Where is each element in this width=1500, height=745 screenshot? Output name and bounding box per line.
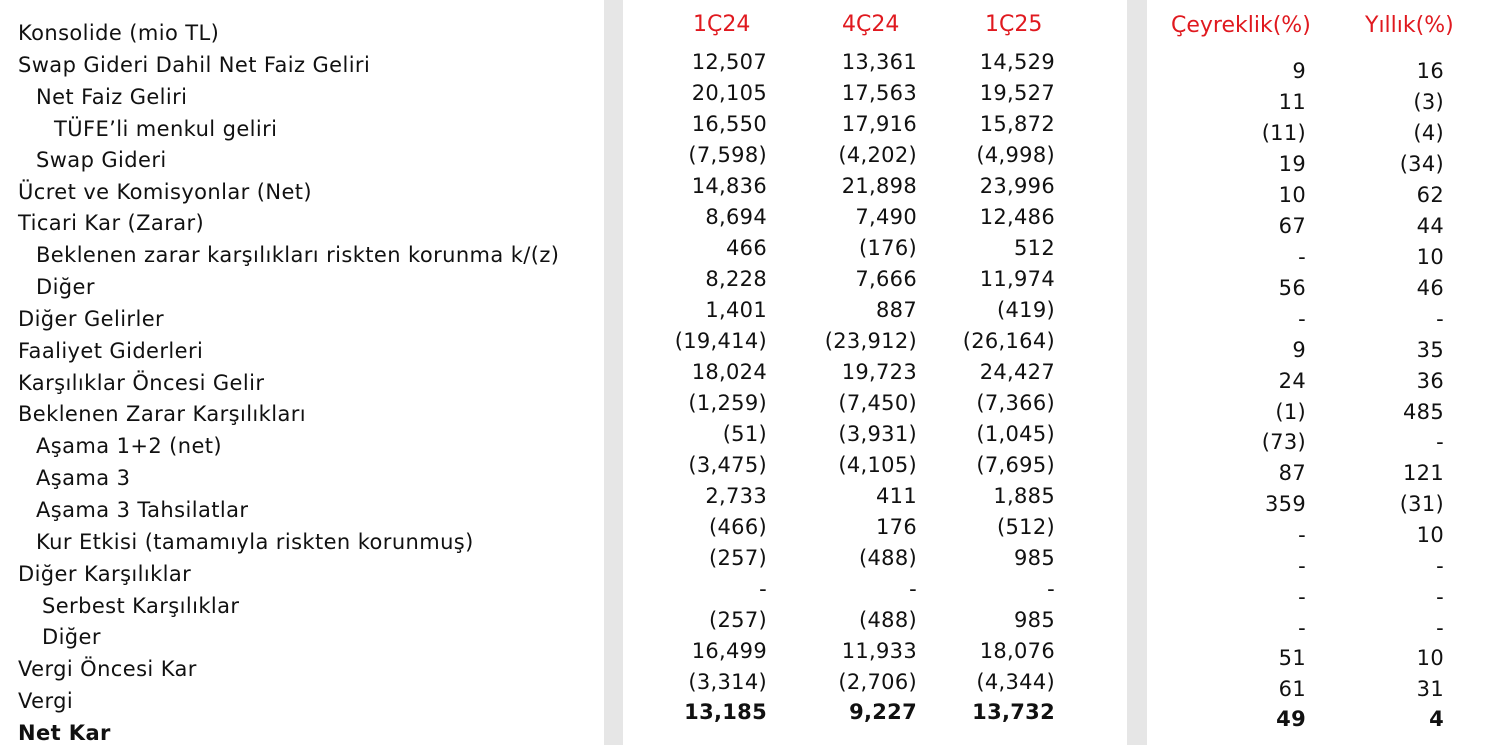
yearly-change: 10 [1416,646,1444,670]
value-1c25: 23,996 [979,174,1055,198]
row-label: Karşılıklar Öncesi Gelir [18,371,265,395]
value-4c24: 17,563 [841,81,917,105]
value-4c24: 7,490 [855,205,917,229]
quarterly-change: 10 [1278,183,1306,207]
yearly-change: 36 [1416,369,1444,393]
quarterly-change: - [1298,307,1306,331]
yearly-change: 4 [1429,707,1444,731]
value-1c24: 20,105 [691,81,767,105]
value-1c25: 12,486 [979,205,1055,229]
value-1c24: 12,507 [691,50,767,74]
row-label: Diğer Karşılıklar [18,562,192,586]
yearly-change: (3) [1413,90,1444,114]
value-1c24: 8,228 [705,267,767,291]
row-label: Diğer [36,275,95,299]
value-4c24: (3,931) [838,422,917,446]
quarterly-change: - [1298,554,1306,578]
quarterly-change: - [1298,523,1306,547]
value-1c24: (257) [709,546,767,570]
yearly-change: 35 [1416,338,1444,362]
value-1c25: 985 [1014,546,1055,570]
value-4c24: 411 [876,484,917,508]
quarterly-change: (1) [1275,400,1306,424]
row-label: Beklenen Zarar Karşılıkları [18,402,307,426]
value-4c24: (4,202) [838,143,917,167]
quarterly-change: - [1298,245,1306,269]
row-label: Kur Etkisi (tamamıyla riskten korunmuş) [36,530,474,554]
row-label: Swap Gideri [36,148,167,172]
period-header-3: 1Ç25 [985,12,1043,37]
row-label: Faaliyet Giderleri [18,339,204,363]
value-1c24: 16,550 [691,112,767,136]
value-4c24: 13,361 [841,50,917,74]
value-1c24: 13,185 [684,700,767,724]
value-1c25: (4,998) [976,143,1055,167]
value-1c24: 1,401 [705,298,767,322]
value-1c24: 16,499 [691,639,767,663]
yearly-change: 16 [1416,59,1444,83]
row-label: Net Faiz Geliri [36,85,188,109]
value-1c24: (466) [709,515,767,539]
yearly-change: 31 [1416,677,1444,701]
yearly-change: (34) [1399,152,1444,176]
quarterly-change: 49 [1276,707,1306,731]
quarterly-change: 19 [1278,152,1306,176]
value-1c25: (512) [997,515,1055,539]
value-4c24: (488) [859,546,917,570]
yearly-change: 46 [1416,276,1444,300]
value-4c24: 17,916 [841,112,917,136]
value-4c24: (2,706) [838,670,917,694]
quarterly-change-header: Çeyreklik(%) [1171,13,1311,38]
row-label: Swap Gideri Dahil Net Faiz Geliri [18,53,371,77]
value-1c24: (51) [722,422,767,446]
row-label: Vergi Öncesi Kar [18,657,197,681]
row-label: TÜFE’li menkul geliri [54,117,278,141]
value-1c25: 24,427 [979,360,1055,384]
quarterly-change: 9 [1292,338,1306,362]
value-1c25: 11,974 [979,267,1055,291]
quarterly-change: 61 [1278,677,1306,701]
value-4c24: 176 [876,515,917,539]
value-1c24: (3,475) [688,453,767,477]
value-4c24: 7,666 [855,267,917,291]
value-1c24: (257) [709,608,767,632]
value-1c25: 13,732 [972,700,1055,724]
yearly-change: (31) [1399,492,1444,516]
value-1c25: 1,885 [993,484,1055,508]
yearly-change: - [1436,616,1444,640]
value-4c24: (4,105) [838,453,917,477]
yearly-change: 62 [1416,183,1444,207]
row-label: Net Kar [18,721,111,745]
quarterly-change: 87 [1278,461,1306,485]
value-1c24: 8,694 [705,205,767,229]
yearly-change: 10 [1416,523,1444,547]
row-label: Serbest Karşılıklar [42,594,240,618]
quarterly-change: 56 [1278,276,1306,300]
quarterly-change: 359 [1265,492,1306,516]
value-1c25: 14,529 [979,50,1055,74]
value-1c25: (1,045) [976,422,1055,446]
value-1c24: (7,598) [688,143,767,167]
quarterly-change: - [1298,616,1306,640]
yearly-change: (4) [1413,121,1444,145]
row-label: Vergi [18,689,74,713]
yearly-change-header: Yıllık(%) [1365,13,1454,38]
value-4c24: 9,227 [849,700,917,724]
value-1c25: - [1047,577,1055,601]
quarterly-change: 9 [1292,59,1306,83]
quarterly-change: 67 [1278,214,1306,238]
yearly-change: - [1436,554,1444,578]
row-label: Diğer Gelirler [18,307,165,331]
quarterly-change: - [1298,585,1306,609]
value-1c24: - [759,577,767,601]
value-4c24: (23,912) [824,329,917,353]
quarterly-change: 24 [1278,369,1306,393]
value-4c24: 887 [876,298,917,322]
value-1c25: 512 [1014,236,1055,260]
quarterly-change: (73) [1261,430,1306,454]
yearly-change: - [1436,307,1444,331]
yearly-change: - [1436,430,1444,454]
value-4c24: 11,933 [841,639,917,663]
row-label: Aşama 3 [36,466,131,490]
yearly-change: - [1436,585,1444,609]
value-4c24: (7,450) [838,391,917,415]
table-title: Konsolide (mio TL) [18,21,220,45]
yearly-change: 121 [1403,461,1444,485]
value-1c24: 18,024 [691,360,767,384]
yearly-change: 485 [1403,400,1444,424]
row-label: Ücret ve Komisyonlar (Net) [18,180,312,204]
period-header-1: 1Ç24 [693,12,751,37]
value-4c24: (176) [859,236,917,260]
value-1c24: 2,733 [705,484,767,508]
value-1c25: 18,076 [979,639,1055,663]
value-4c24: 19,723 [841,360,917,384]
value-1c24: 14,836 [691,174,767,198]
period-header-2: 4Ç24 [842,12,900,37]
yearly-change: 10 [1416,245,1444,269]
value-1c25: 985 [1014,608,1055,632]
quarterly-change: 11 [1278,90,1306,114]
yearly-change: 44 [1416,214,1444,238]
value-1c25: (4,344) [976,670,1055,694]
value-1c24: (1,259) [688,391,767,415]
value-1c24: (3,314) [688,670,767,694]
value-1c25: (7,366) [976,391,1055,415]
value-1c25: (419) [997,298,1055,322]
value-1c24: (19,414) [674,329,767,353]
value-1c25: 19,527 [979,81,1055,105]
value-4c24: (488) [859,608,917,632]
value-1c24: 466 [726,236,767,260]
row-label: Ticari Kar (Zarar) [18,211,205,235]
quarterly-change: 51 [1278,646,1306,670]
row-label: Aşama 1+2 (net) [36,434,223,458]
value-1c25: 15,872 [979,112,1055,136]
value-1c25: (26,164) [962,329,1055,353]
value-4c24: - [909,577,917,601]
row-label: Beklenen zarar karşılıkları riskten korunma k/(z) [36,243,560,267]
value-4c24: 21,898 [841,174,917,198]
value-1c25: (7,695) [976,453,1055,477]
row-label: Aşama 3 Tahsilatlar [36,498,249,522]
row-label: Diğer [42,625,101,649]
quarterly-change: (11) [1261,121,1306,145]
